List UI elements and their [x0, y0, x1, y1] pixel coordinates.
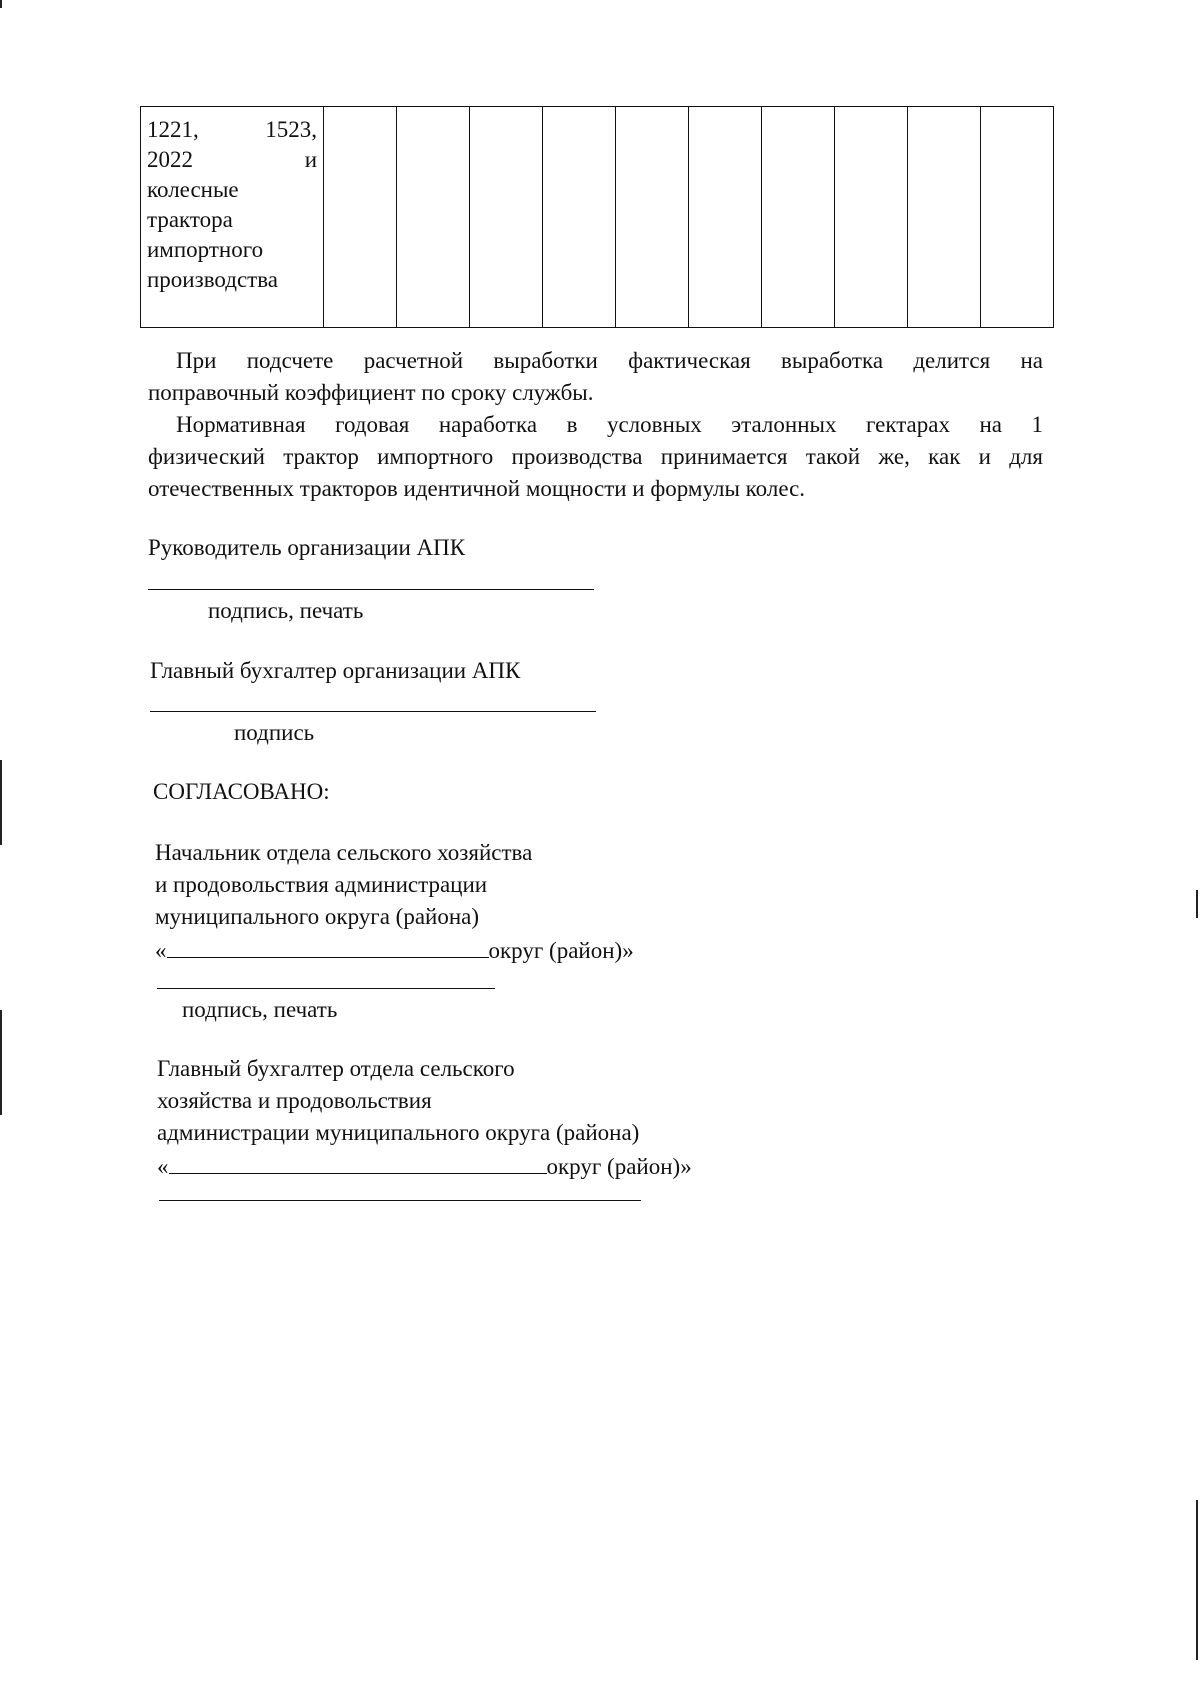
chief-accountant-title: Главный бухгалтер организации АПК	[150, 658, 521, 683]
table-cell-tractor-type	[141, 107, 324, 328]
tractor-table	[140, 106, 1054, 328]
table-cell-empty	[543, 107, 616, 328]
scan-mark	[1196, 1500, 1198, 1660]
paragraph-line: поправочный коэффициент по сроку службы.	[148, 380, 594, 405]
dept-head-signature-caption: подпись, печать	[182, 997, 338, 1022]
dept-head-line: и продовольствия администрации	[155, 872, 488, 897]
quote-close: округ (район)»	[488, 938, 634, 963]
dept-accountant-line: администрации муниципального округа (района)	[157, 1120, 640, 1145]
table-cell-empty	[762, 107, 835, 328]
head-signature-caption: подпись, печать	[208, 598, 364, 623]
dept-head-signature-line[interactable]	[157, 988, 495, 989]
head-signature-line[interactable]	[148, 589, 594, 590]
table-cell-empty	[908, 107, 981, 328]
table-cell-empty	[981, 107, 1054, 328]
agreed-heading: СОГЛАСОВАНО:	[153, 779, 330, 804]
quote-open: «	[157, 1154, 169, 1179]
chief-accountant-signature-caption: подпись	[234, 720, 315, 745]
head-title: Руководитель организации АПК	[148, 535, 466, 560]
table-cell-empty	[616, 107, 689, 328]
scan-mark	[0, 1010, 2, 1115]
dept-accountant-signature-line[interactable]	[159, 1200, 641, 1201]
table-cell-empty	[689, 107, 762, 328]
table-row	[141, 107, 1054, 328]
scan-mark	[0, 760, 2, 845]
district-name-blank[interactable]	[167, 933, 489, 958]
cell-line: колесные	[147, 177, 239, 202]
paragraph-line: отечественных тракторов идентичной мощности и формулы колес.	[148, 476, 806, 501]
cell-line: трактора	[147, 207, 233, 232]
quote-close: округ (район)»	[546, 1154, 692, 1179]
paragraph-norm	[148, 409, 1043, 505]
cell-line: производства	[147, 267, 278, 292]
paragraph-correction	[148, 345, 1043, 409]
dept-head-district-field	[155, 933, 634, 967]
table-cell-empty	[835, 107, 908, 328]
dept-accountant-line: Главный бухгалтер отдела сельского	[157, 1056, 515, 1081]
dept-accountant-line: хозяйства и продовольствия	[157, 1088, 432, 1113]
cell-line: 1221, 1523,	[147, 117, 317, 142]
dept-head-line: муниципального округа (района)	[155, 904, 480, 929]
scan-mark	[1196, 890, 1198, 918]
scan-mark	[0, 0, 2, 8]
cell-line: импортного	[147, 237, 264, 262]
dept-accountant-district-field	[157, 1149, 692, 1183]
dept-head-line: Начальник отдела сельского хозяйства	[155, 840, 533, 865]
quote-open: «	[155, 938, 167, 963]
table-cell-empty	[324, 107, 397, 328]
district-name-blank[interactable]	[169, 1149, 547, 1174]
paragraph-line: физический трактор импортного производства принимается такой же, как и для	[148, 444, 1043, 469]
table-cell-empty	[470, 107, 543, 328]
cell-line: 2022 и	[147, 147, 317, 172]
table-cell-empty	[397, 107, 470, 328]
paragraph-line: При подсчете расчетной выработки фактическая выработка делится на	[176, 348, 1043, 373]
paragraph-line: Нормативная годовая наработка в условных эталонных гектарах на 1	[176, 412, 1043, 437]
chief-accountant-signature-line[interactable]	[150, 711, 596, 712]
